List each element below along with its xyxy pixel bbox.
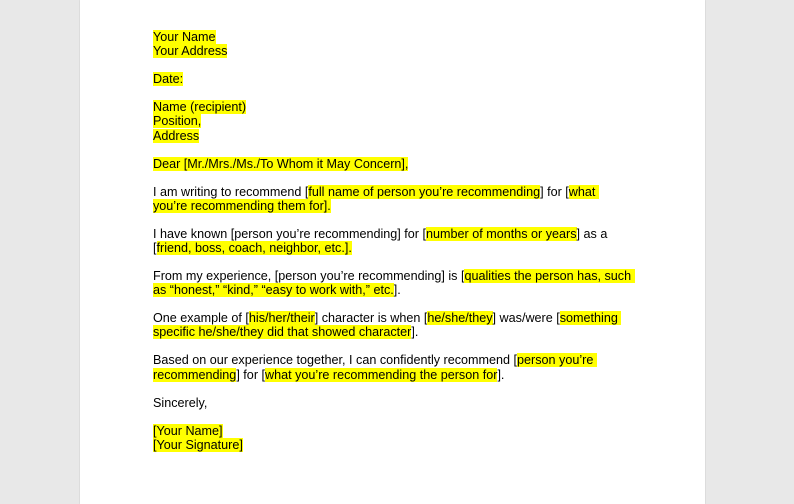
recipient-block bbox=[153, 100, 633, 143]
paragraph-5 bbox=[153, 353, 633, 381]
para1-highlight-b: full name of person you’re recommending bbox=[308, 184, 541, 199]
para5-highlight-b: person you’re recommending bbox=[153, 353, 597, 382]
recipient-address: Address bbox=[153, 128, 200, 143]
para5-text-c: ] for [ bbox=[236, 367, 266, 382]
para2-highlight-b: number of months or years bbox=[426, 226, 577, 241]
recipient-position: Position, bbox=[153, 114, 202, 129]
para4-highlight-b: his/her/their bbox=[248, 311, 315, 326]
letter-body bbox=[153, 30, 633, 466]
sender-address: Your Address bbox=[153, 44, 228, 59]
paragraph-1 bbox=[153, 185, 633, 213]
para5-highlight-d: what you’re recommending the person for bbox=[265, 367, 498, 382]
para5-text-e: ]. bbox=[497, 367, 505, 382]
para2-text-a: I have known [person you’re recommending] for [ bbox=[153, 226, 427, 241]
para4-text-g: ]. bbox=[411, 325, 419, 340]
para3-text-a: From my experience, [person you’re recommending] is [ bbox=[153, 269, 465, 284]
para4-highlight-d: he/she/they bbox=[427, 311, 493, 326]
paragraph-2 bbox=[153, 227, 633, 255]
salutation-line bbox=[153, 157, 633, 171]
para1-text-c: ] for [ bbox=[540, 184, 569, 199]
para4-text-e: ] was/were [ bbox=[492, 311, 560, 326]
salutation: Dear [Mr./Mrs./Ms./To Whom it May Concern], bbox=[153, 156, 409, 171]
signoff-block bbox=[153, 424, 633, 452]
paragraph-4 bbox=[153, 311, 633, 339]
closing-line bbox=[153, 396, 633, 410]
para4-highlight-f: something specific he/she/they did that showed character bbox=[153, 311, 622, 340]
closing: Sincerely, bbox=[153, 395, 208, 410]
signoff-signature: [Your Signature] bbox=[153, 437, 243, 452]
para2-text-c: ] as a [ bbox=[153, 226, 611, 256]
signoff-name: [Your Name] bbox=[153, 423, 223, 438]
para3-highlight-b: qualities the person has, such as “honest,” “kind,” “easy to work with,” etc. bbox=[153, 269, 635, 298]
date-label: Date: bbox=[153, 72, 184, 87]
sender-block bbox=[153, 30, 633, 58]
document-page bbox=[80, 0, 705, 504]
para3-text-c: ]. bbox=[393, 283, 401, 298]
para5-text-a: Based on our experience together, I can confidently recommend [ bbox=[153, 353, 518, 368]
recipient-name: Name (recipient) bbox=[153, 100, 247, 115]
paragraph-3 bbox=[153, 269, 633, 297]
para1-text-a: I am writing to recommend [ bbox=[153, 184, 309, 199]
para1-highlight-d: what you’re recommending them for]. bbox=[153, 184, 599, 213]
para4-text-a: One example of [ bbox=[153, 311, 249, 326]
date-line bbox=[153, 72, 633, 86]
para4-text-c: ] character is when [ bbox=[314, 311, 428, 326]
para2-highlight-d: friend, boss, coach, neighbor, etc.]. bbox=[156, 241, 352, 256]
sender-name: Your Name bbox=[153, 30, 216, 44]
